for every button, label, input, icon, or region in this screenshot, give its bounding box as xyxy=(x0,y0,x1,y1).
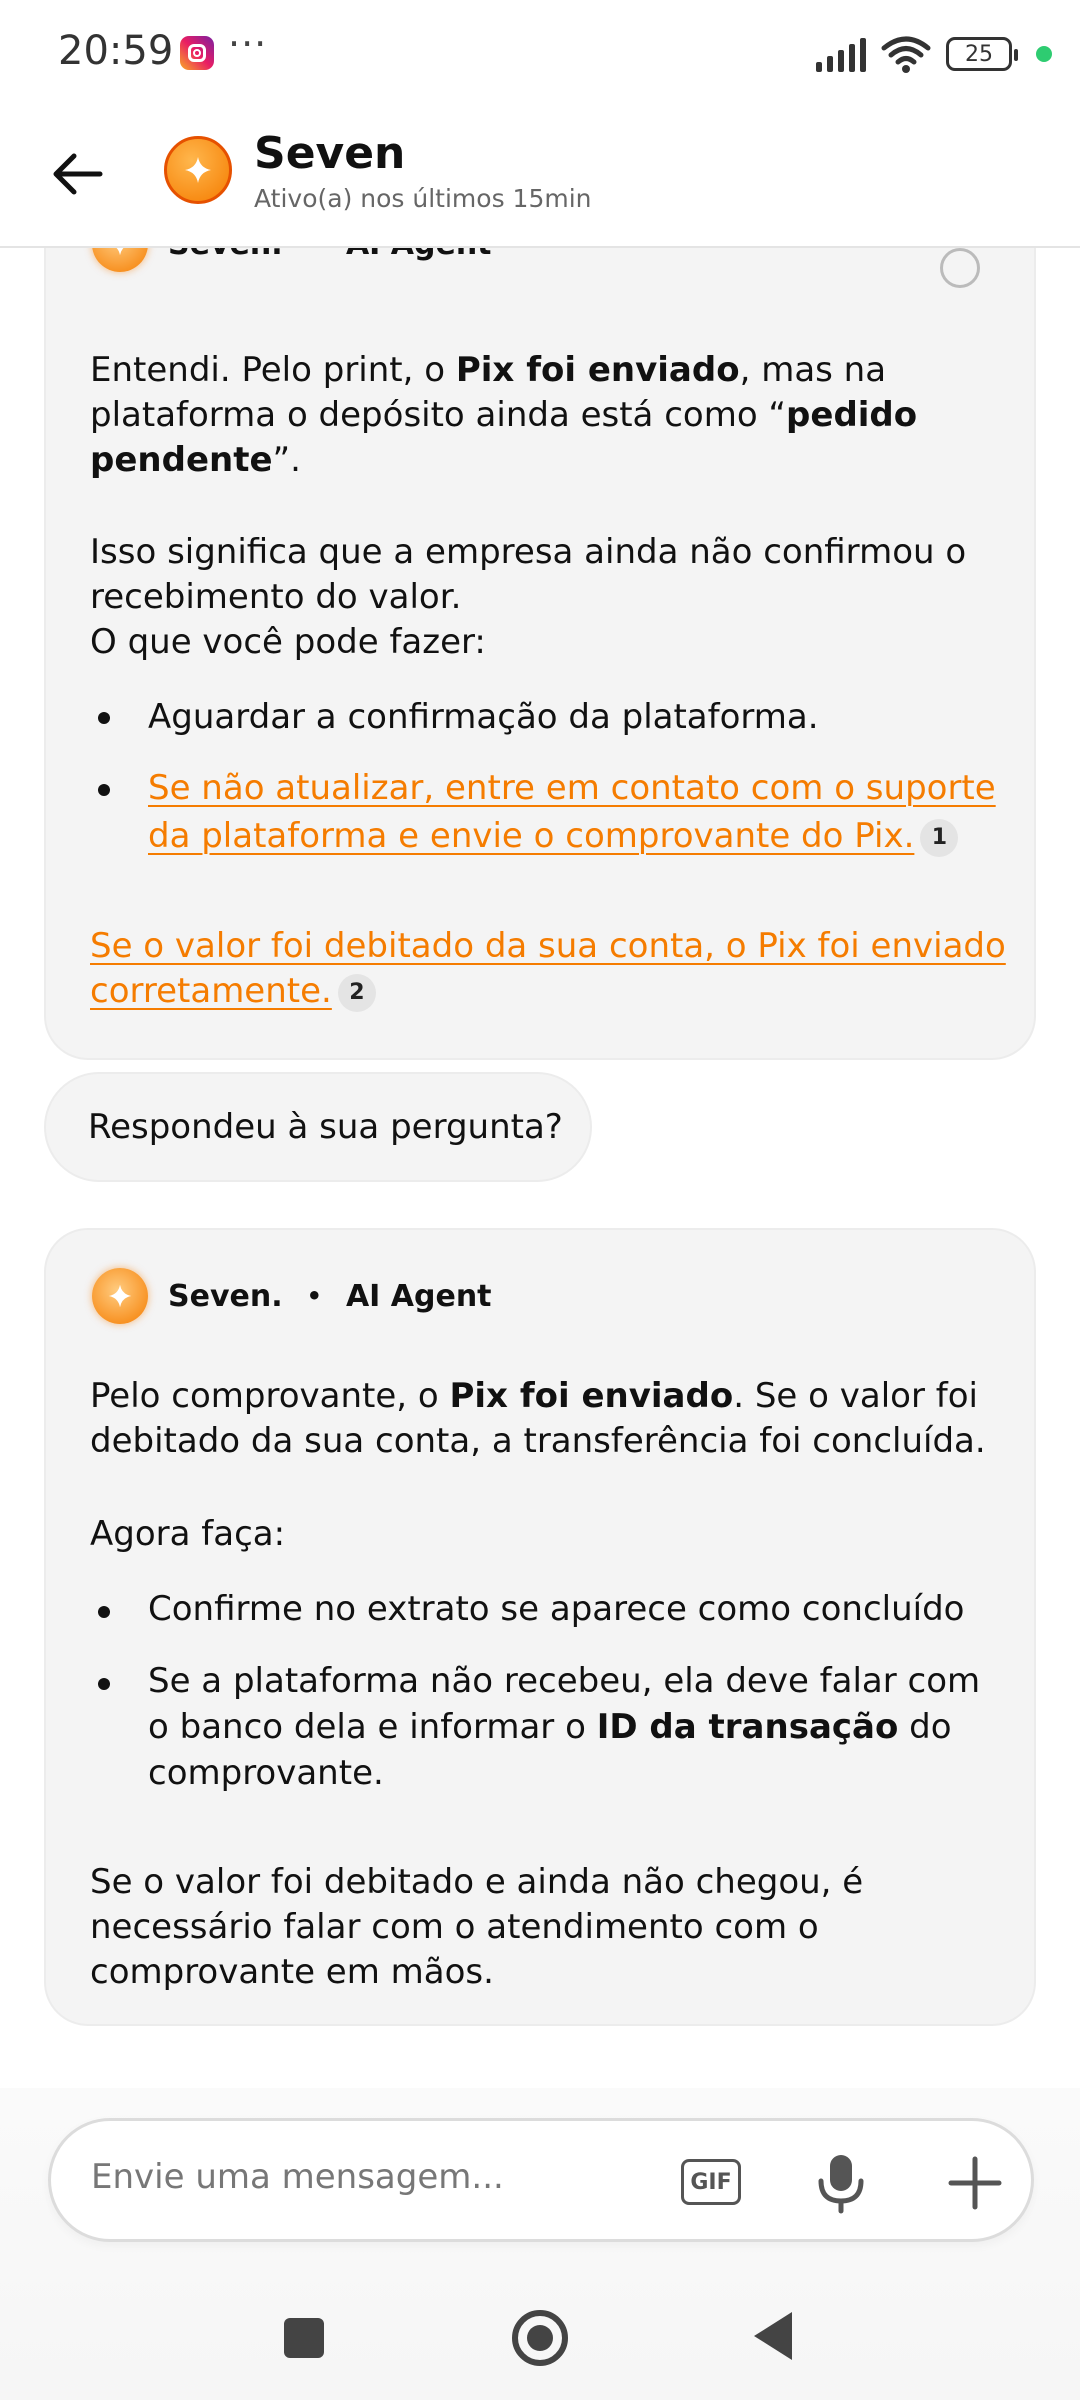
gif-icon[interactable]: GIF xyxy=(681,2159,741,2205)
message-paragraph: Isso significa que a empresa ainda não confirmou o recebimento do valor. xyxy=(90,532,967,617)
message-paragraph xyxy=(90,924,1030,1014)
source-link[interactable]: Se o valor foi debitado da sua conta, o Pix foi enviado corretamente. xyxy=(90,926,1006,1011)
back-arrow-icon[interactable] xyxy=(50,146,106,202)
info-icon[interactable] xyxy=(940,248,980,288)
message-input-placeholder: Envie uma mensagem... xyxy=(91,2157,504,2197)
privacy-indicator-dot xyxy=(1036,46,1052,62)
message-paragraph: O que você pode fazer: xyxy=(90,622,486,662)
sparkle-icon xyxy=(183,155,213,185)
status-time: 20:59 xyxy=(58,28,174,74)
text: Pelo comprovante, o xyxy=(90,1376,450,1416)
agent-message-bubble xyxy=(44,1228,1036,2026)
list-item xyxy=(148,764,1008,860)
text: , mas na plataforma o depósito ainda está como “ xyxy=(90,350,887,435)
microphone-icon[interactable] xyxy=(811,2151,871,2215)
agent-label xyxy=(92,1268,492,1324)
system-nav-bar xyxy=(0,2240,1080,2400)
sparkle-icon xyxy=(107,1283,133,1309)
message-paragraph: Se o valor foi debitado e ainda não chegou, é necessário falar com o atendimento com o comprovante em mãos. xyxy=(90,1862,864,1992)
feedback-question: Respondeu à sua pergunta? xyxy=(44,1072,592,1182)
bullet-dot xyxy=(98,1678,110,1690)
nav-recents-icon[interactable] xyxy=(284,2318,324,2358)
agent-name: Seven. xyxy=(168,1278,283,1314)
list-item: Confirme no extrato se aparece como concluído xyxy=(148,1589,965,1629)
chat-messages[interactable] xyxy=(0,248,1080,2088)
citation-badge[interactable]: 1 xyxy=(920,819,958,857)
list-item: Aguardar a confirmação da plataforma. xyxy=(148,697,819,737)
citation-badge[interactable]: 2 xyxy=(338,974,376,1012)
bold-text: pedido pendente xyxy=(90,395,918,480)
message-paragraph: Agora faça: xyxy=(90,1514,286,1554)
bold-text: ID da transação xyxy=(596,1707,899,1747)
text: . Se o valor foi debitado da sua conta, a transferência foi concluída. xyxy=(90,1376,986,1461)
bold-text: Pix foi enviado xyxy=(449,1376,734,1416)
chat-header xyxy=(0,108,1080,248)
nav-home-icon[interactable] xyxy=(512,2310,568,2366)
chat-status: Ativo(a) nos últimos 15min xyxy=(254,184,592,213)
agent-avatar[interactable] xyxy=(164,136,232,204)
agent-avatar-small xyxy=(92,1268,148,1324)
instagram-icon xyxy=(180,36,214,70)
text: Entendi. Pelo print, o xyxy=(90,350,456,390)
message-paragraph xyxy=(90,1374,1010,1464)
status-bar xyxy=(0,0,1080,108)
message-paragraph xyxy=(90,348,990,483)
battery-icon xyxy=(946,37,1012,71)
plus-icon[interactable] xyxy=(945,2153,1005,2213)
source-link[interactable]: Se não atualizar, entre em contato com o suporte da plataforma e envie o comprovante do Pix. xyxy=(148,768,996,856)
signal-icon xyxy=(816,36,866,72)
nav-back-icon[interactable] xyxy=(754,2312,792,2360)
separator-dot: • xyxy=(306,1282,322,1310)
more-notifications-icon: ··· xyxy=(228,22,268,66)
bold-text: Pix foi enviado xyxy=(455,350,740,390)
agent-role: AI Agent xyxy=(345,1278,492,1314)
message-input[interactable] xyxy=(48,2118,1034,2242)
text: Se a plataforma não recebeu, ela deve falar com o banco dela e informar o xyxy=(148,1661,981,1747)
wifi-icon xyxy=(880,34,932,74)
list-item xyxy=(148,1658,1008,1796)
battery-level: 25 xyxy=(965,41,993,67)
chat-title: Seven xyxy=(254,128,406,179)
text: ”. xyxy=(272,440,301,480)
bullet-dot xyxy=(98,784,110,796)
agent-message-bubble xyxy=(44,138,1036,1060)
bullet-dot xyxy=(98,1606,110,1618)
text: do comprovante. xyxy=(148,1707,952,1793)
bullet-dot xyxy=(98,712,110,724)
